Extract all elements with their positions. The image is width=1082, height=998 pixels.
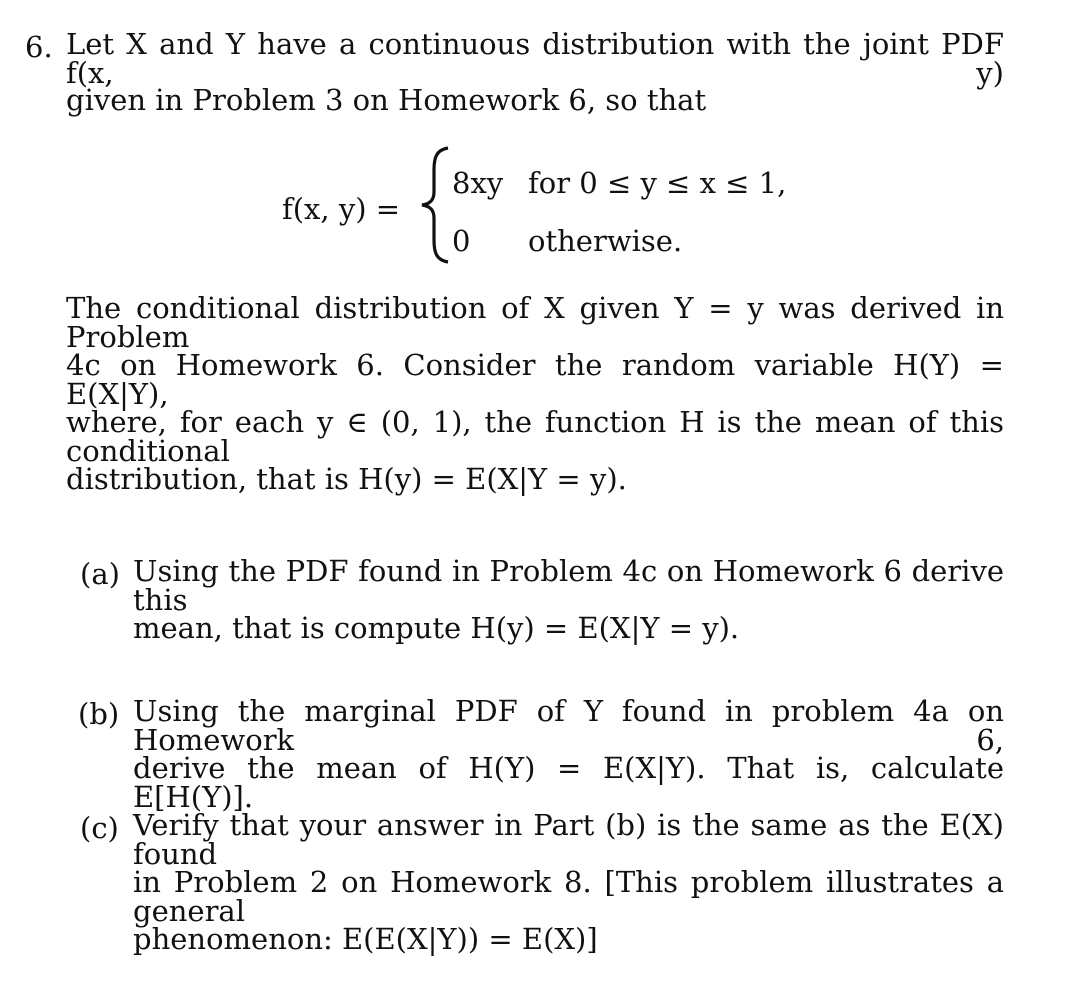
- case-1-expr: 8xy: [452, 166, 504, 200]
- body-line-3: where, for each y ∈ (0, 1), the function H is the mean of this conditional: [66, 405, 1004, 468]
- part-a-line-2: mean, that is compute H(y) = E(X|Y = y).: [133, 611, 740, 645]
- body-line-2: 4c on Homework 6. Consider the random variable H(Y) = E(X|Y),: [66, 348, 1004, 411]
- case-2-expr: 0: [452, 224, 471, 258]
- intro-line-2: given in Problem 3 on Homework 6, so that: [66, 83, 707, 117]
- part-c-line-2: in Problem 2 on Homework 8. [This problem illustrates a general: [133, 865, 1004, 928]
- part-b-line-2: derive the mean of H(Y) = E(X|Y). That is, calculate E[H(Y)].: [133, 751, 1004, 814]
- body-line-4: distribution, that is H(y) = E(X|Y = y).: [66, 462, 627, 496]
- part-c-line-1: Verify that your answer in Part (b) is the same as the E(X) found: [133, 808, 1004, 871]
- problem-number: 6.: [25, 30, 53, 64]
- part-c-line-3: phenomenon: E(E(X|Y)) = E(X)]: [133, 922, 598, 956]
- case-2-condition: otherwise.: [528, 224, 683, 258]
- part-b-label: (b): [78, 697, 120, 731]
- formula-lhs: f(x, y) =: [282, 192, 401, 226]
- part-a-line-1: Using the PDF found in Problem 4c on Homework 6 derive this: [133, 554, 1004, 617]
- part-a-label: (a): [80, 557, 120, 591]
- intro-line-1: Let X and Y have a continuous distribution with the joint PDF f(x, y): [66, 27, 1004, 90]
- case-1-condition: for 0 ≤ y ≤ x ≤ 1,: [528, 166, 787, 200]
- part-b-line-1: Using the marginal PDF of Y found in problem 4a on Homework 6,: [133, 694, 1004, 757]
- body-line-1: The conditional distribution of X given Y = y was derived in Problem: [66, 291, 1004, 354]
- part-c-label: (c): [80, 811, 119, 845]
